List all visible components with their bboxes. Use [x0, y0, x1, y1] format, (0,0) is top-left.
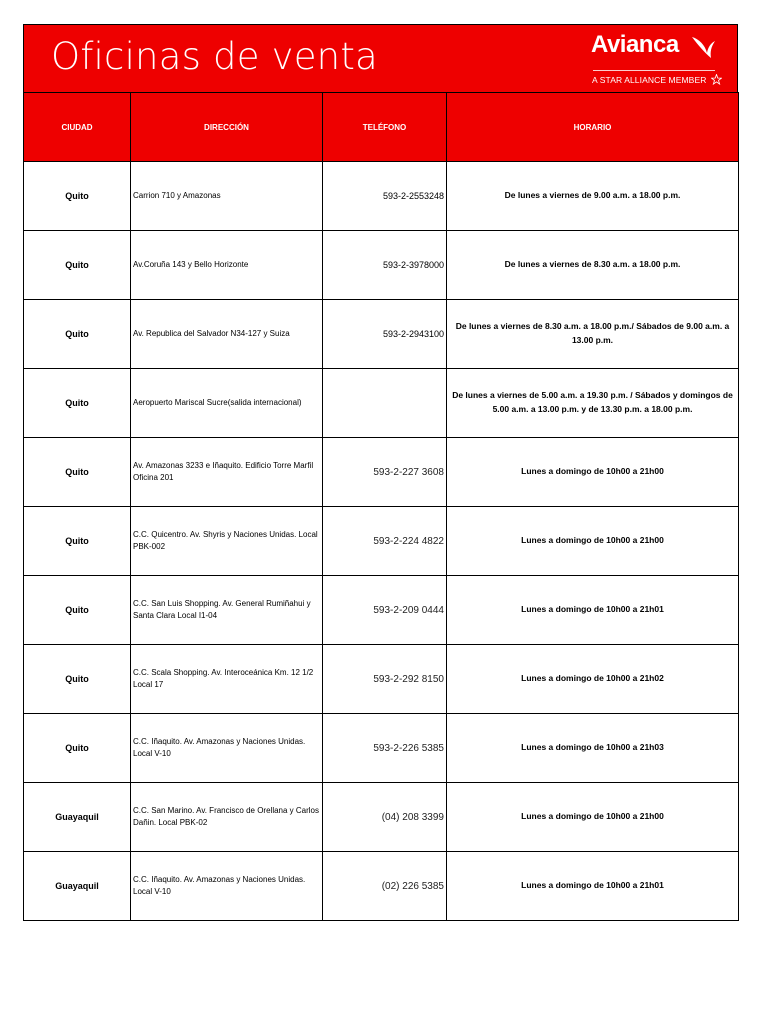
address-cell: Av. Republica del Salvador N34-127 y Suiza	[131, 300, 323, 369]
page-title: Oficinas de venta	[51, 35, 378, 78]
phone-cell	[323, 369, 447, 438]
phone-cell: 593-2-292 8150	[323, 645, 447, 714]
table-header-row	[24, 93, 739, 162]
table-row	[24, 576, 739, 645]
hours-cell: Lunes a domingo de 10h00 a 21h02	[447, 645, 739, 714]
offices-sheet	[23, 24, 738, 921]
table-row	[24, 507, 739, 576]
phone-cell: 593-2-3978000	[323, 231, 447, 300]
hours-cell: Lunes a domingo de 10h00 a 21h00	[447, 507, 739, 576]
column-header-phone: TELÉFONO	[323, 93, 447, 162]
table-row	[24, 369, 739, 438]
city-cell: Quito	[24, 162, 131, 231]
city-cell: Guayaquil	[24, 783, 131, 852]
hours-cell: De lunes a viernes de 8.30 a.m. a 18.00 p.m./ Sábados de 9.00 a.m. a 13.00 p.m.	[447, 300, 739, 369]
phone-cell: 593-2-226 5385	[323, 714, 447, 783]
address-cell: C.C. San Luis Shopping. Av. General Rumiñahui y Santa Clara Local I1-04	[131, 576, 323, 645]
offices-table	[23, 92, 739, 921]
star-alliance-icon	[711, 74, 722, 85]
city-cell: Guayaquil	[24, 852, 131, 921]
city-cell: Quito	[24, 507, 131, 576]
phone-cell: 593-2-209 0444	[323, 576, 447, 645]
table-row	[24, 852, 739, 921]
hours-cell: De lunes a viernes de 9.00 a.m. a 18.00 p.m.	[447, 162, 739, 231]
phone-cell: 593-2-227 3608	[323, 438, 447, 507]
address-cell: C.C. Quicentro. Av. Shyris y Naciones Unidas. Local PBK-002	[131, 507, 323, 576]
address-cell: C.C. Iñaquito. Av. Amazonas y Naciones Unidas. Local V-10	[131, 852, 323, 921]
logo-divider	[593, 70, 715, 71]
address-cell: Aeropuerto Mariscal Sucre(salida internacional)	[131, 369, 323, 438]
column-header-address: DIRECCIÓN	[131, 93, 323, 162]
address-cell: Carrion 710 y Amazonas	[131, 162, 323, 231]
city-cell: Quito	[24, 231, 131, 300]
hours-cell: Lunes a domingo de 10h00 a 21h01	[447, 852, 739, 921]
phone-cell: (04) 208 3399	[323, 783, 447, 852]
column-header-hours: HORARIO	[447, 93, 739, 162]
table-row	[24, 438, 739, 507]
address-cell: C.C. Scala Shopping. Av. Interoceánica Km. 12 1/2 Local 17	[131, 645, 323, 714]
table-row	[24, 231, 739, 300]
address-cell: C.C. San Marino. Av. Francisco de Orellana y Carlos Dañin. Local PBK-02	[131, 783, 323, 852]
hours-cell: De lunes a viernes de 8.30 a.m. a 18.00 p.m.	[447, 231, 739, 300]
logo-tagline: A STAR ALLIANCE MEMBER	[592, 75, 707, 85]
address-cell: Av.Coruña 143 y Bello Horizonte	[131, 231, 323, 300]
hours-cell: Lunes a domingo de 10h00 a 21h00	[447, 783, 739, 852]
table-row	[24, 645, 739, 714]
table-row	[24, 714, 739, 783]
city-cell: Quito	[24, 438, 131, 507]
hours-cell: Lunes a domingo de 10h00 a 21h03	[447, 714, 739, 783]
phone-cell: 593-2-2943100	[323, 300, 447, 369]
table-row	[24, 783, 739, 852]
offices-table-body	[24, 162, 739, 921]
city-cell: Quito	[24, 645, 131, 714]
city-cell: Quito	[24, 576, 131, 645]
avianca-logo	[581, 29, 721, 89]
city-cell: Quito	[24, 714, 131, 783]
address-cell: Av. Amazonas 3233 e Iñaquito. Edificio Torre Marfil Oficina 201	[131, 438, 323, 507]
logo-wordmark: Avianca	[591, 31, 679, 58]
address-cell: C.C. Iñaquito. Av. Amazonas y Naciones Unidas. Local V-10	[131, 714, 323, 783]
table-row	[24, 300, 739, 369]
table-row	[24, 162, 739, 231]
hours-cell: Lunes a domingo de 10h00 a 21h00	[447, 438, 739, 507]
city-cell: Quito	[24, 300, 131, 369]
avianca-bird-icon	[689, 33, 717, 61]
city-cell: Quito	[24, 369, 131, 438]
phone-cell: (02) 226 5385	[323, 852, 447, 921]
phone-cell: 593-2-2553248	[323, 162, 447, 231]
title-banner	[23, 24, 738, 92]
column-header-city: CIUDAD	[24, 93, 131, 162]
phone-cell: 593-2-224 4822	[323, 507, 447, 576]
hours-cell: De lunes a viernes de 5.00 a.m. a 19.30 p.m. / Sábados y domingos de 5.00 a.m. a 13.00 p.m. y de 13.30 p.m. a 18.00 p.m.	[447, 369, 739, 438]
hours-cell: Lunes a domingo de 10h00 a 21h01	[447, 576, 739, 645]
